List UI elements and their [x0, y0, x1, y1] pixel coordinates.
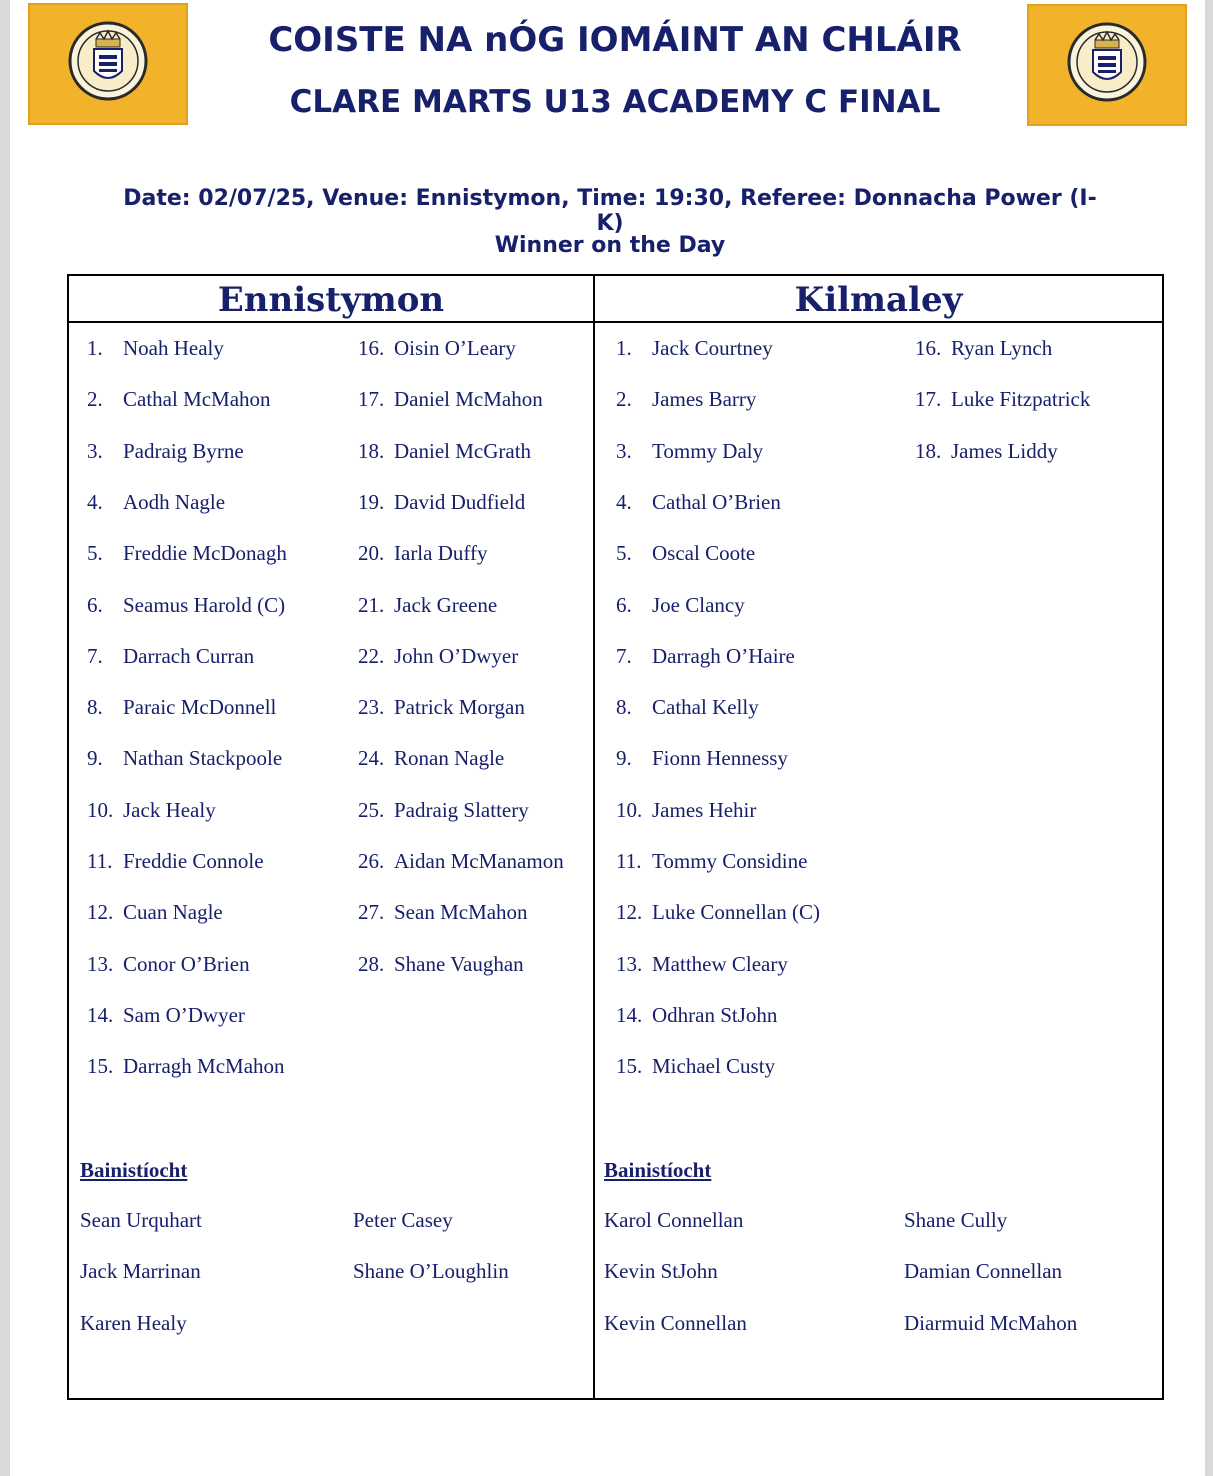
- player-number: 16.: [358, 336, 385, 360]
- player-row: [87, 593, 285, 618]
- player-name: Darrach Curran: [123, 644, 255, 668]
- manager-name: Jack Marrinan: [80, 1259, 201, 1283]
- player-name: Fionn Hennessy: [652, 746, 788, 770]
- player-row: [616, 695, 759, 720]
- player-number: 17.: [358, 387, 385, 411]
- player-name: Daniel McMahon: [394, 387, 543, 411]
- player-number: 8.: [616, 695, 632, 719]
- player-name: James Liddy: [951, 439, 1058, 463]
- player-row: [87, 541, 287, 566]
- player-row: [87, 798, 216, 823]
- player-name: Conor O’Brien: [123, 952, 250, 976]
- player-number: 1.: [87, 336, 103, 360]
- player-row: [616, 593, 745, 618]
- team-name-left: Ennistymon: [217, 280, 445, 320]
- team-sheet-page: [10, 0, 1205, 1476]
- player-row: [87, 644, 254, 669]
- player-row: [87, 952, 250, 977]
- player-number: 18.: [358, 439, 385, 463]
- player-row: [616, 952, 788, 977]
- player-row: [358, 336, 516, 361]
- player-number: 3.: [87, 439, 103, 463]
- player-row: [358, 644, 518, 669]
- player-number: 8.: [87, 695, 103, 719]
- player-number: 1.: [616, 336, 632, 360]
- player-name: David Dudfield: [394, 490, 526, 514]
- player-row: [87, 336, 224, 361]
- player-name: Iarla Duffy: [394, 541, 488, 565]
- player-number: 14.: [87, 1003, 114, 1027]
- manager-name: Diarmuid McMahon: [904, 1311, 1078, 1335]
- player-name: Paraic McDonnell: [123, 695, 277, 719]
- player-number: 23.: [358, 695, 385, 719]
- player-row: [616, 746, 788, 771]
- player-name: Joe Clancy: [652, 593, 745, 617]
- player-number: 14.: [616, 1003, 643, 1027]
- match-format: Winner on the Day: [494, 233, 726, 258]
- player-name: Sam O’Dwyer: [123, 1003, 245, 1027]
- player-number: 4.: [87, 490, 103, 514]
- player-row: [915, 387, 1090, 412]
- player-number: 27.: [358, 900, 385, 924]
- player-name: Jack Healy: [123, 798, 216, 822]
- player-name: Oisin O’Leary: [394, 336, 516, 360]
- manager-name: Peter Casey: [353, 1208, 453, 1232]
- player-row: [87, 849, 264, 874]
- player-name: Freddie Connole: [123, 849, 264, 873]
- player-name: Cathal Kelly: [652, 695, 759, 719]
- player-number: 2.: [616, 387, 632, 411]
- player-name: Noah Healy: [123, 336, 224, 360]
- player-row: [358, 541, 488, 566]
- player-name: Matthew Cleary: [652, 952, 788, 976]
- player-number: 13.: [616, 952, 643, 976]
- player-number: 12.: [87, 900, 114, 924]
- player-row: [358, 900, 528, 925]
- player-row: [616, 541, 755, 566]
- player-name: Aidan McManamon: [394, 849, 564, 873]
- player-number: 16.: [915, 336, 942, 360]
- player-row: [87, 695, 276, 720]
- player-name: Michael Custy: [652, 1054, 776, 1078]
- player-name: Darragh McMahon: [123, 1054, 285, 1078]
- player-name: Cathal O’Brien: [652, 490, 781, 514]
- player-number: 18.: [915, 439, 942, 463]
- column-divider: [593, 276, 595, 1398]
- player-row: [616, 490, 781, 515]
- player-number: 20.: [358, 541, 385, 565]
- player-name: James Hehir: [652, 798, 757, 822]
- player-name: Oscal Coote: [652, 541, 756, 565]
- player-name: Ronan Nagle: [394, 746, 505, 770]
- player-number: 25.: [358, 798, 385, 822]
- player-row: [358, 593, 497, 618]
- player-row: [616, 900, 820, 925]
- player-row: [87, 439, 244, 464]
- player-name: Sean McMahon: [394, 900, 528, 924]
- player-row: [358, 952, 524, 977]
- player-number: 5.: [616, 541, 632, 565]
- manager-name: Shane O’Loughlin: [353, 1259, 509, 1283]
- player-number: 9.: [87, 746, 103, 770]
- player-number: 19.: [358, 490, 385, 514]
- player-row: [358, 798, 529, 823]
- player-number: 10.: [87, 798, 114, 822]
- management-title-right: Bainistíocht: [604, 1158, 712, 1182]
- player-name: Ryan Lynch: [951, 336, 1053, 360]
- player-number: 10.: [616, 798, 643, 822]
- player-name: Freddie McDonagh: [123, 541, 287, 565]
- manager-name: Karol Connellan: [604, 1208, 744, 1232]
- player-name: John O’Dwyer: [394, 644, 519, 668]
- player-row: [616, 336, 773, 361]
- player-row: [87, 746, 282, 771]
- player-name: Nathan Stackpoole: [123, 746, 283, 770]
- player-number: 11.: [87, 849, 113, 873]
- player-number: 9.: [616, 746, 632, 770]
- clare-gaa-crest-icon: [1065, 10, 1149, 120]
- player-row: [616, 1054, 775, 1079]
- player-name: Luke Connellan (C): [652, 900, 820, 924]
- manager-name: Karen Healy: [80, 1311, 187, 1335]
- player-row: [358, 387, 543, 412]
- manager-name: Shane Cully: [904, 1208, 1008, 1232]
- player-number: 11.: [616, 849, 642, 873]
- player-number: 21.: [358, 593, 385, 617]
- player-number: 15.: [87, 1054, 114, 1078]
- player-row: [87, 387, 271, 412]
- crest-left: [28, 3, 188, 125]
- player-row: [616, 439, 763, 464]
- player-number: 5.: [87, 541, 103, 565]
- player-row: [358, 490, 525, 515]
- player-number: 24.: [358, 746, 385, 770]
- player-number: 26.: [358, 849, 385, 873]
- player-name: Luke Fitzpatrick: [951, 387, 1091, 411]
- player-name: Padraig Slattery: [394, 798, 529, 822]
- manager-name: Damian Connellan: [904, 1259, 1063, 1283]
- player-row: [616, 387, 756, 412]
- player-number: 12.: [616, 900, 643, 924]
- player-row: [358, 849, 564, 874]
- player-name: Padraig Byrne: [123, 439, 244, 463]
- player-number: 13.: [87, 952, 114, 976]
- player-row: [87, 490, 225, 515]
- player-number: 4.: [616, 490, 632, 514]
- player-number: 7.: [616, 644, 632, 668]
- player-number: 3.: [616, 439, 632, 463]
- player-row: [616, 644, 795, 669]
- player-name: Cuan Nagle: [123, 900, 223, 924]
- player-row: [358, 695, 525, 720]
- match-details: Date: 02/07/25, Venue: Ennistymon, Time: 19:30, Referee: Donnacha Power (I-K): [123, 186, 1097, 236]
- player-name: Tommy Considine: [652, 849, 808, 873]
- player-name: Jack Greene: [394, 593, 498, 617]
- player-name: Daniel McGrath: [394, 439, 532, 463]
- player-number: 2.: [87, 387, 103, 411]
- player-number: 6.: [87, 593, 103, 617]
- management-title-left: Bainistíocht: [80, 1158, 188, 1182]
- player-name: Cathal McMahon: [123, 387, 271, 411]
- player-name: Shane Vaughan: [394, 952, 524, 976]
- player-name: Jack Courtney: [652, 336, 773, 360]
- player-number: 28.: [358, 952, 385, 976]
- player-number: 17.: [915, 387, 942, 411]
- player-name: Odhran StJohn: [652, 1003, 778, 1027]
- player-row: [87, 900, 223, 925]
- player-row: [616, 1003, 777, 1028]
- player-row: [358, 439, 531, 464]
- player-row: [915, 439, 1058, 464]
- player-name: Aodh Nagle: [123, 490, 226, 514]
- player-name: Patrick Morgan: [394, 695, 525, 719]
- player-number: 15.: [616, 1054, 643, 1078]
- player-row: [87, 1003, 245, 1028]
- player-name: Tommy Daly: [652, 439, 764, 463]
- player-row: [87, 1054, 285, 1079]
- player-number: 6.: [616, 593, 632, 617]
- manager-name: Kevin Connellan: [604, 1311, 747, 1335]
- player-row: [616, 849, 807, 874]
- player-name: Seamus Harold (C): [123, 593, 286, 617]
- manager-name: Sean Urquhart: [80, 1208, 202, 1232]
- player-row: [915, 336, 1052, 361]
- player-number: 22.: [358, 644, 385, 668]
- crest-right: [1027, 4, 1187, 126]
- player-row: [616, 798, 756, 823]
- player-number: 7.: [87, 644, 103, 668]
- team-name-right: Kilmaley: [794, 280, 963, 320]
- manager-name: Kevin StJohn: [604, 1259, 718, 1283]
- player-name: James Barry: [652, 387, 757, 411]
- page-title: COISTE NA nÓG IOMÁINT AN CHLÁIR: [268, 20, 962, 60]
- player-row: [358, 746, 504, 771]
- clare-gaa-crest-icon: [66, 9, 150, 119]
- team-lineups-table: [67, 274, 1164, 1400]
- page-subtitle: CLARE MARTS U13 ACADEMY C FINAL: [289, 84, 941, 120]
- player-name: Darragh O’Haire: [652, 644, 795, 668]
- header-divider: [69, 321, 1162, 323]
